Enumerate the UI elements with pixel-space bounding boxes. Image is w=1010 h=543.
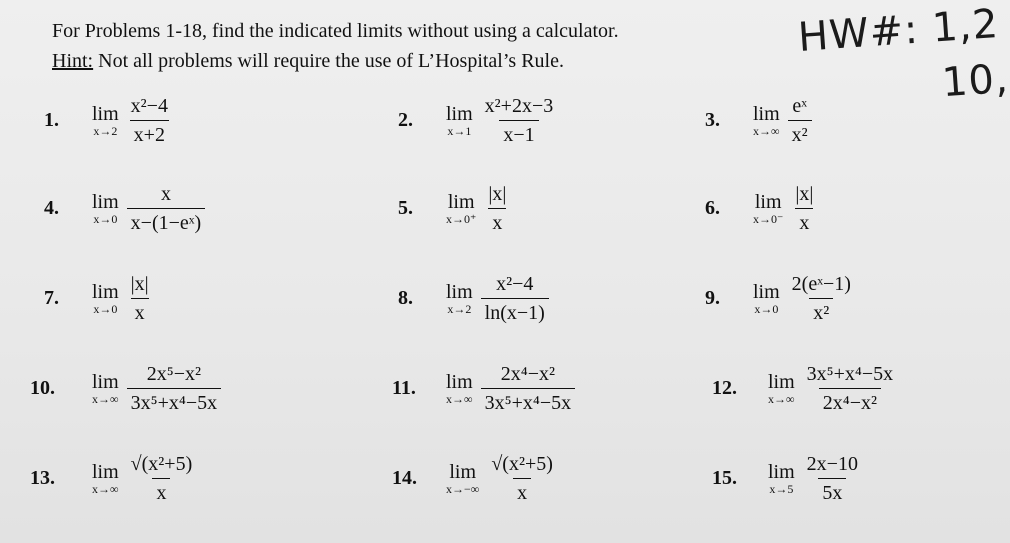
problem-15 [712, 450, 862, 507]
limit-operator [768, 372, 795, 406]
limit-approach: x→∞ [768, 391, 795, 406]
problem-number: 11. [392, 377, 416, 399]
limit-operator [446, 372, 473, 406]
limit-operator [768, 462, 795, 496]
denominator: ln(x−1) [481, 298, 549, 327]
problem-number: 10. [30, 377, 55, 399]
fraction [484, 180, 510, 237]
hint-label: Hint: [52, 50, 94, 72]
denominator: x [488, 208, 506, 237]
fraction [127, 270, 153, 327]
numerator: |x| [130, 273, 149, 295]
denominator: x [513, 478, 531, 507]
problem-number: 4. [44, 197, 59, 219]
limit-approach: x→0⁻ [753, 211, 784, 226]
limit-approach: x→2 [93, 123, 118, 138]
problem-number: 5. [398, 197, 413, 219]
problem-12 [712, 360, 897, 417]
denominator: x² [809, 298, 833, 327]
problem-1 [44, 92, 172, 149]
fraction [481, 360, 576, 417]
limit-approach: x→∞ [753, 123, 780, 138]
fraction [803, 360, 898, 417]
lim-word: lim [446, 102, 473, 125]
limit-approach: x→1 [447, 123, 472, 138]
numerator: eˣ [792, 95, 807, 117]
denominator: x−1 [499, 120, 538, 149]
problem-4 [44, 180, 205, 237]
problem-number: 2. [398, 109, 413, 131]
instructions [52, 16, 619, 76]
problem-number: 13. [30, 467, 55, 489]
problem-number: 12. [712, 377, 737, 399]
problem-number: 3. [705, 109, 720, 131]
lim-word: lim [449, 460, 476, 483]
limit-approach: x→5 [769, 481, 794, 496]
limit-operator [446, 104, 473, 138]
limit-operator [92, 282, 119, 316]
problem-5 [398, 180, 510, 237]
denominator: x [795, 208, 813, 237]
fraction [791, 180, 817, 237]
numerator: 2(eˣ−1) [791, 273, 851, 295]
lim-word: lim [768, 370, 795, 393]
problem-3 [705, 92, 812, 149]
limit-approach: x→0 [754, 301, 779, 316]
hint-line [52, 46, 619, 76]
limit-approach: x→2 [447, 301, 472, 316]
numerator: |x| [795, 183, 814, 205]
fraction [127, 360, 222, 417]
lim-word: lim [92, 280, 119, 303]
numerator: √(x²+5) [130, 453, 193, 475]
problem-number: 7. [44, 287, 59, 309]
limit-approach: x→∞ [446, 391, 473, 406]
numerator: x²+2x−3 [484, 95, 554, 117]
problem-10 [30, 360, 221, 417]
problem-2 [398, 92, 557, 149]
fraction [127, 180, 206, 237]
denominator: 5x [818, 478, 846, 507]
problem-9 [705, 270, 855, 327]
limit-approach: x→∞ [92, 481, 119, 496]
numerator: x [160, 183, 171, 205]
problem-6 [705, 180, 817, 237]
problem-8 [398, 270, 549, 327]
limit-approach: x→0 [93, 301, 118, 316]
limit-operator [92, 192, 119, 226]
limit-approach: x→−∞ [446, 481, 480, 496]
limit-operator [753, 104, 780, 138]
fraction [127, 92, 172, 149]
problem-number: 15. [712, 467, 737, 489]
limit-approach: x→0 [93, 211, 118, 226]
lim-word: lim [768, 460, 795, 483]
lim-word: lim [754, 190, 782, 213]
denominator: x² [788, 120, 812, 149]
lim-word: lim [446, 280, 473, 303]
denominator: x [131, 298, 149, 327]
limit-approach: x→0⁺ [446, 211, 477, 226]
numerator: x²−4 [130, 95, 168, 117]
limit-operator [753, 282, 780, 316]
fraction [127, 450, 197, 507]
limit-operator [753, 192, 783, 226]
lim-word: lim [92, 460, 119, 483]
numerator: √(x²+5) [491, 453, 553, 475]
denominator: x [152, 478, 170, 507]
lim-word: lim [446, 370, 473, 393]
problem-number: 1. [44, 109, 59, 131]
lim-word: lim [447, 190, 475, 213]
limit-operator [446, 192, 476, 226]
lim-word: lim [92, 370, 119, 393]
handwritten-homework-note: HW#: 1,2 [796, 1, 1001, 61]
fraction [788, 92, 812, 149]
numerator: 2x−10 [806, 453, 858, 475]
problem-number: 9. [705, 287, 720, 309]
denominator: x+2 [130, 120, 169, 149]
fraction [803, 450, 862, 507]
numerator: x²−4 [496, 273, 534, 295]
hint-text: Not all problems will require the use of L’Hospital’s Rule. [93, 50, 564, 72]
lim-word: lim [753, 102, 780, 125]
lim-word: lim [92, 190, 119, 213]
denominator: 2x⁴−x² [819, 388, 881, 417]
denominator: x−(1−eˣ) [127, 208, 206, 237]
numerator: 3x⁵+x⁴−5x [806, 363, 894, 385]
limit-operator [92, 462, 119, 496]
limit-operator [446, 462, 479, 496]
numerator: |x| [488, 183, 507, 205]
fraction [481, 270, 549, 327]
handwritten-homework-note-2: 10, [940, 55, 1010, 107]
problem-14 [392, 450, 557, 507]
problem-13 [30, 450, 196, 507]
denominator: 3x⁵+x⁴−5x [127, 388, 222, 417]
problem-number: 6. [705, 197, 720, 219]
fraction [481, 92, 558, 149]
problem-number: 8. [398, 287, 413, 309]
numerator: 2x⁴−x² [500, 363, 556, 385]
instructions-line: For Problems 1-18, find the indicated limits without using a calculator. [52, 20, 619, 42]
problem-11 [392, 360, 575, 417]
limit-operator [92, 372, 119, 406]
fraction [788, 270, 855, 327]
fraction [487, 450, 557, 507]
limit-operator [446, 282, 473, 316]
limit-approach: x→∞ [92, 391, 119, 406]
limit-operator [92, 104, 119, 138]
lim-word: lim [753, 280, 780, 303]
lim-word: lim [92, 102, 119, 125]
problem-number: 14. [392, 467, 417, 489]
problem-7 [44, 270, 153, 327]
denominator: 3x⁵+x⁴−5x [481, 388, 576, 417]
numerator: 2x⁵−x² [146, 363, 202, 385]
